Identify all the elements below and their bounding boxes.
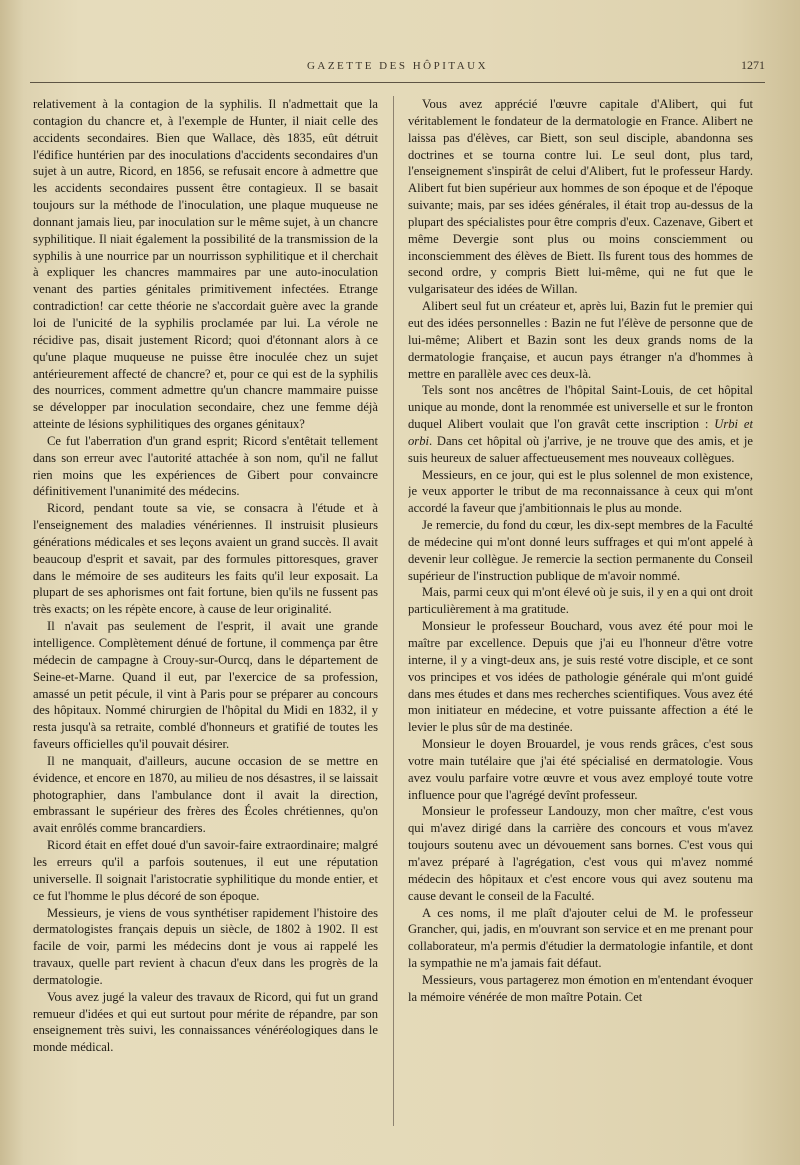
paragraph: Vous avez apprécié l'œuvre capitale d'Alibert, qui fut véritablement le fondateur de la dermatologie en France. Alibert ne laissa pas d'élèves, car Biett, son seul disciple, abandonna ses doctrines et se tourna contre lui. Le seul dont, plus tard, l'enseignement s'inspirât de celui d'Alibert, fut le professeur Hardy. Alibert fut bien supérieur aux hommes de son époque et de l'époque suivante; mais, par ses idées générales, il était trop au-dessus de la plupart des spécialistes pour être compris d'eux. Cazenave, Gibert et même Devergie sont plus ou moins consciemment ou inconsciemment des élèves de Biett. Ils furent tous des hommes de second ordre, y compris Biett lui-même, qui ne fut que le vulgarisateur des idées de Willan.	[408, 97, 753, 297]
paragraph: Je remercie, du fond du cœur, les dix-sept membres de la Faculté de médecine qui m'ont donné leurs suffrages et qui m'ont appelé à devenir leur collègue. Je remercie la section permanente du Conseil supérieur de l'instruction publique de m'avoir nommé.	[408, 518, 753, 583]
paragraph: Mais, parmi ceux qui m'ont élevé où je suis, il y en a qui ont droit particulièrement à ma gratitude.	[408, 585, 753, 617]
paragraph: Monsieur le professeur Landouzy, mon cher maître, c'est vous qui m'avez dirigé dans la carrière des concours et vous m'avez toujours soutenu avec un dévouement sans bornes. C'est vous qui m'avez préparé à l'agrégation, c'est vous qui m'avez nommé médecin des hôpitaux et c'est encore vous qui avez soutenu ma cause devant le conseil de la Faculté.	[408, 804, 753, 903]
paragraph: Il n'avait pas seulement de l'esprit, il avait une grande intelligence. Complètement dénué de fortune, il commença par être médecin de campagne à Crouy-sur-Ourcq, dans le département de Seine-et-Marne. Quand il eut, par l'exercice de sa profession, amassé un petit pécule, il vint à Paris pour se préparer au concours des hôpitaux. Nommé chirurgien de l'hôpital du Midi en 1832, il y resta jusqu'à sa retraite, comblé d'honneurs et gratifié de toutes les faveurs officielles qu'il pouvait désirer.	[33, 619, 378, 752]
paragraph: Monsieur le doyen Brouardel, je vous rends grâces, c'est sous votre main tutélaire que j'ai été spécialisé en dermatologie. Vous avez voulu parfaire votre œuvre et vous avez employé toute votre influence pour que l'agrégé devînt professeur.	[408, 737, 753, 802]
running-header	[30, 60, 765, 84]
paragraph: Messieurs, je viens de vous synthétiser rapidement l'histoire des dermatologistes français depuis un siècle, de 1802 à 1902. Il est facile de voir, parmi les médecins dont je vous ai rappelé les travaux, quelle part revient à chacun d'eux dans les progrès de la dermatologie.	[33, 905, 378, 987]
column-divider	[393, 96, 394, 1126]
header-rule	[30, 82, 765, 83]
paragraph: A ces noms, il me plaît d'ajouter celui de M. le professeur Grancher, qui, jadis, en m'ouvrant son service et en me prenant pour collaborateur, m'a permis d'étudier la dermatologie infantile, et dont la sympathie ne m'a jamais fait défaut.	[408, 905, 753, 971]
left-column	[33, 96, 378, 1136]
paragraph: Alibert seul fut un créateur et, après lui, Bazin fut le premier qui eut des idées personnelles : Bazin ne fut l'élève de personne que de lui-même; Alibert et Bazin sont les deux grands noms de la dermatologie française, et aucun pays étranger n'a d'hommes à mettre en parallèle avec ces deux-là.	[408, 299, 753, 381]
paragraph: Ricord, pendant toute sa vie, se consacra à l'étude et à l'enseignement des maladies vénériennes. Il instruisit plusieurs générations médicales et ses leçons avaient un grand succès. Il avait beaucoup d'esprit et savait, par des formules pittoresques, graver dans le mémoire de ses auditeurs les faits qu'il leur exposait. La plupart de ses aphorismes ont fait fortune, bien qu'ils ne fussent pas très exacts; on les répète encore, à cause de leur originalité.	[33, 501, 378, 617]
paragraph: Messieurs, vous partagerez mon émotion en m'entendant évoquer la mémoire vénérée de mon maître Potain. Cet	[408, 972, 753, 1004]
paragraph: relativement à la contagion de la syphilis. Il n'admettait que la contagion du chancre et, à l'exemple de Hunter, il niait celle des accidents secondaires. Bien que Wallace, dès 1835, eût détruit l'édifice huntérien par des inoculations d'accidents secondaires d'un sujet à un autre, Ricord, en 1856, se refusait encore à admettre que les accidents secondaires pussent être contagieux. Il se basait toujours sur la méthode de l'inoculation, une plaque muqueuse ne donnant jamais lieu, par inoculation sur le même sujet, à un chancre syphilitique. Il niait également la possibilité de la transmission de la syphilis à une nourrice par un nourrisson syphilitique et il cherchait à expliquer les chancres mammaires par une auto-inoculation venant des parties génitales primitivement infectées. Etrange contradiction! car cette théorie ne s'accordait guère avec la grande loi de l'unicité de la syphilis proclamée par lui. La vérole ne récidive pas, disait justement Ricord; quoi d'étonnant alors à ce qu'une plaque muqueuse ne puisse être inoculée chez un sujet antérieurement affecté de chancre? et, pour ce qui est de la syphilis des nourrices, comment admettre qu'un chancre mammaire puisse se développer par inoculation secondaire, chez une femme déjà atteinte de lésions syphilitiques des organes génitaux?	[33, 97, 378, 432]
paragraph: Vous avez jugé la valeur des travaux de Ricord, qui fut un grand remueur d'idées et qui eut surtout pour mérite de répandre, par son enseignement très suivi, les connaissances vénéréologiques dans le monde médical.	[33, 989, 378, 1055]
paragraph: Ce fut l'aberration d'un grand esprit; Ricord s'entêtait tellement dans son erreur avec l'autorité attachée à son nom, qu'il ne fallut rien moins que les expériences de Gibert pour convaincre définitivement l'unanimité des médecins.	[33, 433, 378, 499]
page-number: 1271	[741, 58, 765, 72]
paragraph: Il ne manquait, d'ailleurs, aucune occasion de se mettre en évidence, et encore en 1870, au milieu de nos désastres, il se laissait photographier, dans l'ambulance dont il avait la direction, embrassant le supérieur des frères des Écoles chrétiennes, qu'on avait enrôlés comme brancardiers.	[33, 753, 378, 836]
paragraph: Monsieur le professeur Bouchard, vous avez été pour moi le maître par excellence. Depuis que j'ai eu l'honneur d'être votre interne, il y a vingt-deux ans, je suis resté votre disciple, et ce sont vos principes et vos idées de pathologie générale qui m'ont guidé dans mes études et dans mes recherches scientifiques. Vous avez été mon initiateur en médecine, et votre puissante affection a été le levier le plus sûr de ma destinée.	[408, 619, 753, 735]
paragraph: Tels sont nos ancêtres de l'hôpital Saint-Louis, de cet hôpital unique au monde, dont la renommée est universelle et sur le fronton duquel Alibert voulait que l'on gravât cette inscription : Urbi et orbi. Dans cet hôpital où j'arrive, je ne trouve que des amis, et je suis heureux de saluer affectueusement mes nouveaux collègues.	[408, 383, 753, 465]
right-column	[408, 96, 753, 1136]
paragraph: Messieurs, en ce jour, qui est le plus solennel de mon existence, je veux apporter le tribut de ma reconnaissance à ceux qui m'ont accordé la faveur que j'ambitionnais le plus au monde.	[408, 467, 753, 516]
journal-title: GAZETTE DES HÔPITAUX	[306, 60, 489, 72]
paragraph: Ricord était en effet doué d'un savoir-faire extraordinaire; malgré les erreurs qu'il a parfois soutenues, il eut une réputation universelle. Il soignait l'aristocratie syphilitique du monde entier, et ce fut l'homme le plus décoré de son époque.	[33, 838, 378, 903]
